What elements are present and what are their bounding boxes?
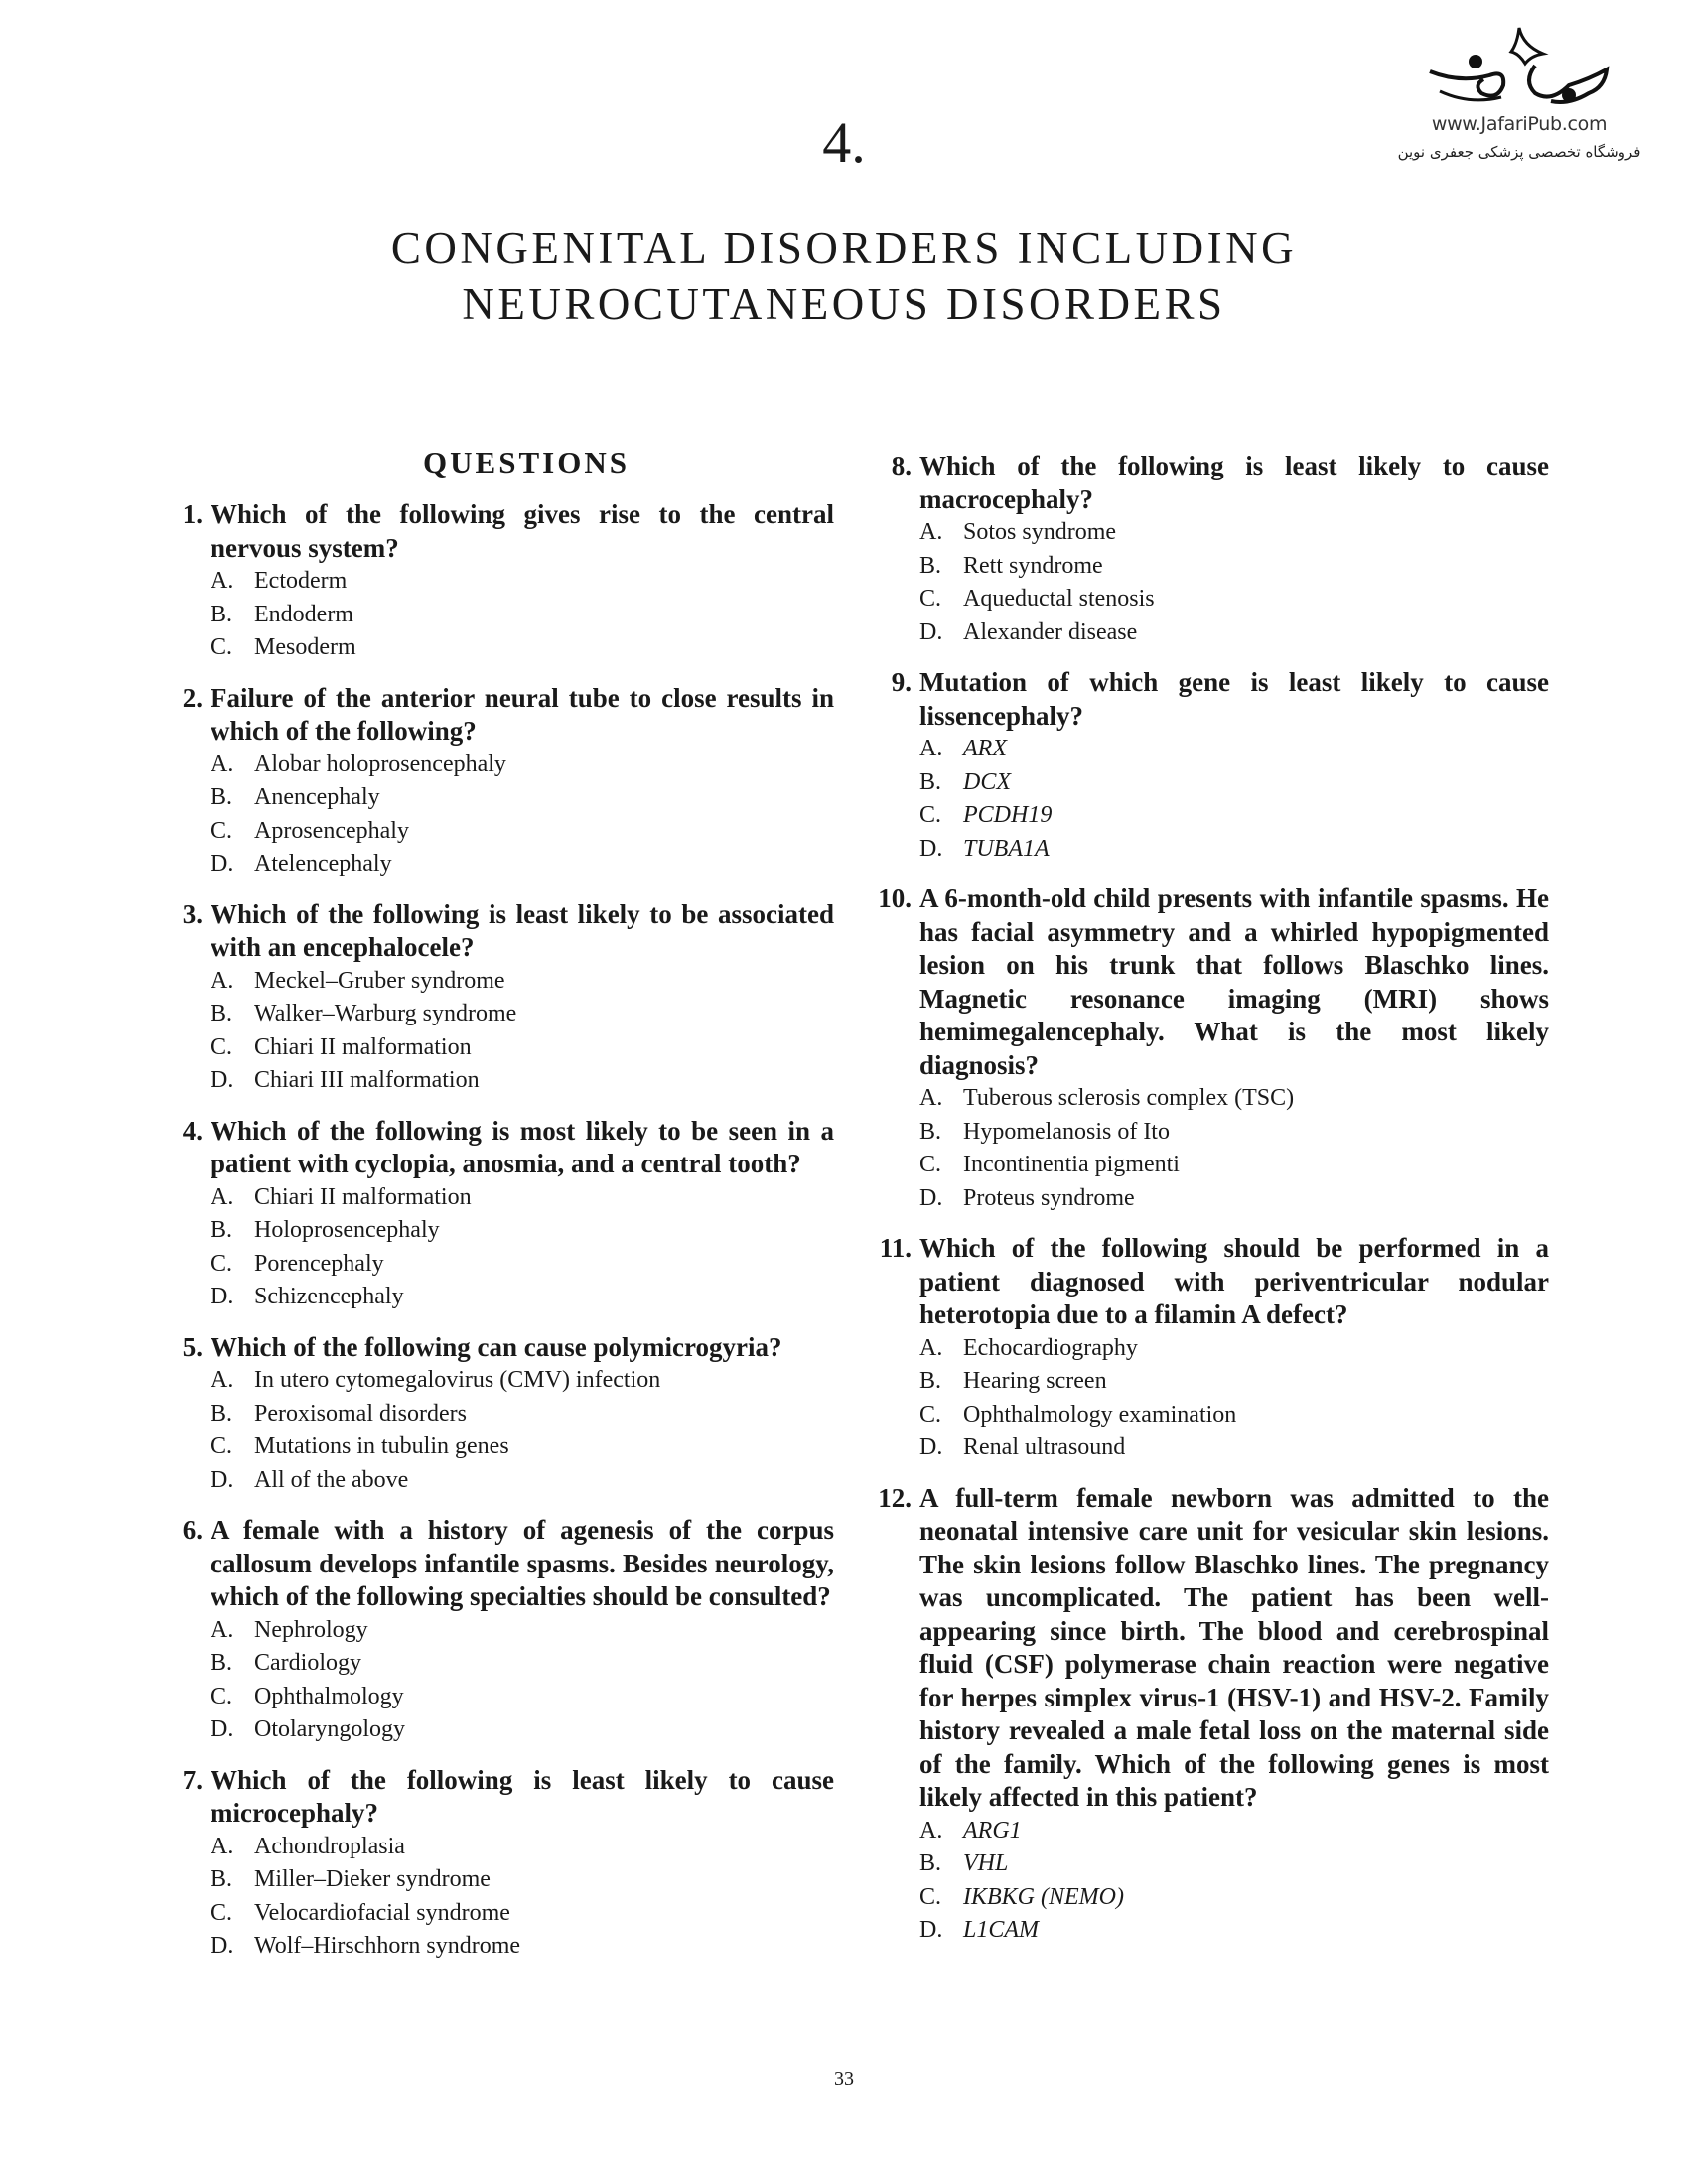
question-item	[159, 498, 834, 665]
option-text: Ophthalmology examination	[963, 1401, 1237, 1428]
question-item	[159, 1331, 834, 1498]
answer-option	[919, 833, 1549, 867]
answer-options	[159, 1614, 834, 1747]
option-letter: D.	[211, 851, 234, 877]
answer-option	[919, 1815, 1549, 1848]
answer-option	[919, 1432, 1549, 1465]
answer-options	[854, 1332, 1549, 1465]
answer-option	[919, 516, 1549, 550]
answer-option	[211, 1431, 834, 1464]
answer-options	[159, 1364, 834, 1497]
option-text: Hypomelanosis of Ito	[963, 1118, 1170, 1145]
option-letter: C.	[919, 1401, 942, 1428]
option-letter: B.	[919, 1850, 942, 1876]
question-stem	[159, 898, 834, 965]
option-text: Rett syndrome	[963, 552, 1103, 579]
question-stem	[854, 883, 1549, 1082]
option-letter: C.	[919, 1883, 942, 1910]
option-letter: C.	[919, 586, 942, 612]
answer-option	[919, 1881, 1549, 1915]
option-letter: A.	[919, 736, 943, 761]
option-text: Hearing screen	[963, 1368, 1107, 1394]
option-text: Miller–Dieker syndrome	[254, 1866, 491, 1892]
answer-options	[159, 1181, 834, 1314]
answer-option	[919, 799, 1549, 833]
question-stem	[854, 666, 1549, 733]
option-letter: A.	[919, 1817, 943, 1843]
answer-option	[211, 1464, 834, 1498]
option-text: Schizencephaly	[254, 1284, 404, 1309]
option-text: Otolaryngology	[254, 1716, 405, 1742]
option-text: Renal ultrasound	[963, 1434, 1126, 1460]
option-letter: B.	[919, 1368, 942, 1394]
option-text: TUBA1A	[963, 835, 1050, 862]
option-text: Incontinentia pigmenti	[963, 1152, 1180, 1177]
question-text: Mutation of which gene is least likely to cause lissencephaly?	[919, 667, 1549, 731]
answer-option	[919, 1182, 1549, 1216]
answer-option	[919, 1399, 1549, 1433]
chapter-title	[0, 220, 1688, 332]
chapter-number: 4.	[822, 110, 866, 175]
option-text: Tuberous sclerosis complex (TSC)	[963, 1085, 1295, 1111]
question-item	[854, 1482, 1549, 1948]
option-letter: C.	[211, 817, 233, 844]
answer-option	[211, 749, 834, 782]
option-text: Chiari II malformation	[254, 1033, 472, 1060]
option-letter: C.	[919, 802, 942, 828]
option-text: Mutations in tubulin genes	[254, 1433, 509, 1459]
question-item	[854, 1232, 1549, 1465]
answer-option	[211, 1364, 834, 1398]
option-text: PCDH19	[963, 802, 1053, 828]
answer-option	[211, 1713, 834, 1747]
question-item	[854, 450, 1549, 649]
question-number: 4.	[182, 1115, 203, 1146]
answer-options	[854, 1082, 1549, 1215]
option-text: Endoderm	[254, 601, 353, 627]
option-letter: B.	[919, 552, 942, 579]
question-item	[854, 666, 1549, 866]
option-letter: B.	[211, 1217, 233, 1243]
chapter-title-line-1: CONGENITAL DISORDERS INCLUDING	[390, 223, 1298, 273]
question-text: Which of the following is least likely to cause macrocephaly?	[919, 451, 1549, 514]
answer-option	[211, 1614, 834, 1648]
chapter-title-line-2: NEUROCUTANEOUS DISORDERS	[462, 279, 1226, 329]
answer-option	[211, 1181, 834, 1215]
answer-options	[159, 565, 834, 665]
question-number: 3.	[182, 898, 203, 929]
question-item	[159, 1764, 834, 1964]
question-stem	[854, 450, 1549, 516]
option-text: Porencephaly	[254, 1250, 384, 1277]
question-text: Which of the following can cause polymicrogyria?	[211, 1331, 782, 1362]
answer-option	[211, 1930, 834, 1964]
answer-options	[854, 516, 1549, 649]
option-letter: A.	[211, 751, 234, 777]
option-text: Mesoderm	[254, 634, 356, 660]
question-number: 10.	[878, 884, 912, 913]
option-letter: A.	[919, 1085, 943, 1111]
answer-option	[211, 1681, 834, 1714]
option-letter: D.	[919, 618, 943, 645]
option-text: Alexander disease	[963, 618, 1138, 645]
option-text: Wolf–Hirschhorn syndrome	[254, 1933, 521, 1959]
question-item	[159, 682, 834, 882]
answer-option	[919, 616, 1549, 650]
answer-option	[211, 1863, 834, 1897]
option-letter: A.	[211, 1833, 234, 1859]
option-letter: C.	[211, 1033, 233, 1060]
option-letter: B.	[919, 768, 942, 795]
option-letter: C.	[211, 634, 233, 660]
question-text: Failure of the anterior neural tube to close results in which of the following?	[211, 682, 834, 746]
option-text: Cardiology	[254, 1650, 361, 1676]
answer-option	[211, 1248, 834, 1282]
option-letter: D.	[919, 1434, 943, 1460]
answer-option	[211, 1031, 834, 1065]
option-letter: D.	[919, 1184, 943, 1211]
option-text: Ectoderm	[254, 568, 348, 594]
answer-option	[211, 998, 834, 1031]
answer-option	[211, 848, 834, 882]
question-stem	[159, 1115, 834, 1181]
question-number: 6.	[182, 1515, 203, 1545]
publisher-url: www.JafariPub.com	[1431, 113, 1608, 135]
question-number: 5.	[182, 1331, 203, 1362]
option-letter: A.	[211, 1616, 234, 1643]
option-letter: B.	[211, 601, 233, 627]
option-text: Walker–Warburg syndrome	[254, 1001, 517, 1026]
right-column	[854, 450, 1549, 1965]
option-text: Peroxisomal disorders	[254, 1400, 467, 1427]
question-stem	[159, 1331, 834, 1365]
question-number: 8.	[891, 451, 912, 480]
question-number: 11.	[879, 1233, 912, 1263]
answer-option	[211, 565, 834, 599]
question-item	[159, 898, 834, 1098]
question-text: A female with a history of agenesis of the corpus callosum develops infantile spasms. Besides neurology, which of the following specialties should be consulted?	[211, 1515, 834, 1611]
answer-option	[919, 583, 1549, 616]
answer-options	[159, 965, 834, 1098]
option-letter: D.	[919, 835, 943, 862]
answer-option	[211, 1647, 834, 1681]
answer-option	[919, 733, 1549, 766]
answer-option	[211, 1281, 834, 1314]
option-text: Anencephaly	[254, 784, 380, 810]
question-stem	[854, 1482, 1549, 1815]
option-text: Nephrology	[254, 1616, 368, 1643]
option-text: Achondroplasia	[254, 1833, 405, 1859]
answer-option	[919, 1365, 1549, 1399]
question-stem	[159, 682, 834, 749]
option-letter: B.	[211, 1400, 233, 1427]
option-letter: D.	[211, 1466, 234, 1493]
answer-option	[211, 1897, 834, 1931]
option-letter: D.	[211, 1067, 234, 1093]
option-letter: D.	[211, 1716, 234, 1742]
question-number: 2.	[182, 682, 203, 713]
question-number: 1.	[182, 499, 203, 529]
question-stem	[854, 1232, 1549, 1332]
jafari-calligraphy-logo-icon	[1420, 22, 1618, 111]
option-text: ARG1	[963, 1817, 1022, 1843]
question-text: Which of the following is most likely to be seen in a patient with cyclopia, anosmia, and a central tooth?	[211, 1115, 834, 1178]
option-text: Alobar holoprosencephaly	[254, 751, 506, 777]
option-text: Meckel–Gruber syndrome	[254, 967, 505, 994]
answer-option	[919, 1332, 1549, 1366]
option-letter: C.	[211, 1250, 233, 1277]
question-item	[159, 1115, 834, 1314]
option-letter: A.	[211, 1183, 234, 1210]
option-letter: D.	[211, 1933, 234, 1959]
answer-option	[919, 766, 1549, 800]
answer-options	[854, 733, 1549, 866]
option-text: Aprosencephaly	[254, 817, 409, 844]
option-letter: B.	[211, 1001, 233, 1026]
option-letter: C.	[919, 1152, 942, 1177]
answer-option	[919, 1116, 1549, 1150]
question-text: Which of the following should be performed in a patient diagnosed with periventricular nodular heterotopia due to a filamin A defect?	[919, 1233, 1549, 1329]
left-column	[159, 445, 834, 1980]
option-text: IKBKG (NEMO)	[963, 1883, 1124, 1910]
option-text: VHL	[963, 1850, 1009, 1876]
option-text: Aqueductal stenosis	[963, 586, 1155, 612]
option-text: Holoprosencephaly	[254, 1217, 440, 1243]
option-letter: A.	[211, 967, 234, 994]
section-heading: QUESTIONS	[423, 445, 630, 479]
option-text: Proteus syndrome	[963, 1184, 1135, 1211]
option-text: ARX	[963, 736, 1007, 761]
option-letter: B.	[211, 1650, 233, 1676]
question-item	[159, 1514, 834, 1747]
question-stem	[159, 1764, 834, 1831]
option-text: Velocardiofacial syndrome	[254, 1899, 510, 1926]
answer-options	[159, 1831, 834, 1964]
answer-option	[211, 599, 834, 632]
answer-option	[211, 1064, 834, 1098]
option-letter: D.	[211, 1284, 234, 1309]
question-text: Which of the following is least likely to cause microcephaly?	[211, 1764, 834, 1828]
answer-option	[211, 631, 834, 665]
question-stem	[159, 498, 834, 565]
option-text: Sotos syndrome	[963, 519, 1117, 545]
option-text: Chiari II malformation	[254, 1183, 472, 1210]
option-letter: A.	[211, 1367, 234, 1393]
option-letter: D.	[919, 1917, 943, 1943]
answer-option	[919, 1847, 1549, 1881]
question-text: A full-term female newborn was admitted to the neonatal intensive care unit for vesicular skin lesions. The skin lesions follow Blaschko lines. The pregnancy was uncomplicated. The patient has been well-appearing since birth. The blood and cerebrospinal fluid (CSF) polymerase chain reaction were negative for herpes simplex virus-1 (HSV-1) and HSV-2. Family history revealed a male fetal loss on the maternal side of the family. Which of the following genes is most likely affected in this patient?	[919, 1482, 1549, 1812]
page-number: 33	[834, 2068, 854, 2090]
question-number: 12.	[878, 1482, 912, 1513]
question-item	[854, 883, 1549, 1215]
answer-option	[211, 1398, 834, 1432]
publisher-tagline: فروشگاه تخصصی پزشکی جعفری نوین	[1397, 143, 1641, 161]
answer-option	[919, 1082, 1549, 1116]
answer-option	[919, 550, 1549, 584]
answer-options	[854, 1815, 1549, 1948]
question-text: Which of the following is least likely to be associated with an encephalocele?	[211, 898, 834, 962]
option-letter: B.	[211, 1866, 233, 1892]
answer-options	[159, 749, 834, 882]
option-letter: C.	[211, 1899, 233, 1926]
question-number: 7.	[182, 1764, 203, 1795]
option-letter: C.	[211, 1433, 233, 1459]
answer-option	[211, 815, 834, 849]
option-text: Atelencephaly	[254, 851, 392, 877]
option-letter: B.	[919, 1118, 942, 1145]
answer-option	[211, 781, 834, 815]
option-text: Ophthalmology	[254, 1683, 404, 1709]
answer-option	[211, 1214, 834, 1248]
option-letter: A.	[919, 1334, 943, 1361]
answer-option	[919, 1149, 1549, 1182]
question-text: A 6-month-old child presents with infantile spasms. He has facial asymmetry and a whirled hypopigmented lesion on his trunk that follows Blaschko lines. Magnetic resonance imaging (MRI) shows hemimegalencephaly. What is the most likely diagnosis?	[919, 884, 1549, 1080]
option-text: All of the above	[254, 1466, 409, 1493]
option-text: Chiari III malformation	[254, 1067, 480, 1093]
answer-option	[211, 1831, 834, 1864]
option-text: Echocardiography	[963, 1334, 1138, 1361]
option-text: L1CAM	[963, 1917, 1040, 1943]
option-letter: B.	[211, 784, 233, 810]
option-letter: A.	[919, 519, 943, 545]
option-letter: A.	[211, 568, 234, 594]
question-text: Which of the following gives rise to the central nervous system?	[211, 499, 834, 563]
option-text: In utero cytomegalovirus (CMV) infection	[254, 1367, 661, 1393]
question-stem	[159, 1514, 834, 1614]
option-letter: C.	[211, 1683, 233, 1709]
answer-option	[211, 965, 834, 999]
answer-option	[919, 1914, 1549, 1948]
question-number: 9.	[891, 667, 912, 697]
option-text: DCX	[963, 768, 1011, 795]
